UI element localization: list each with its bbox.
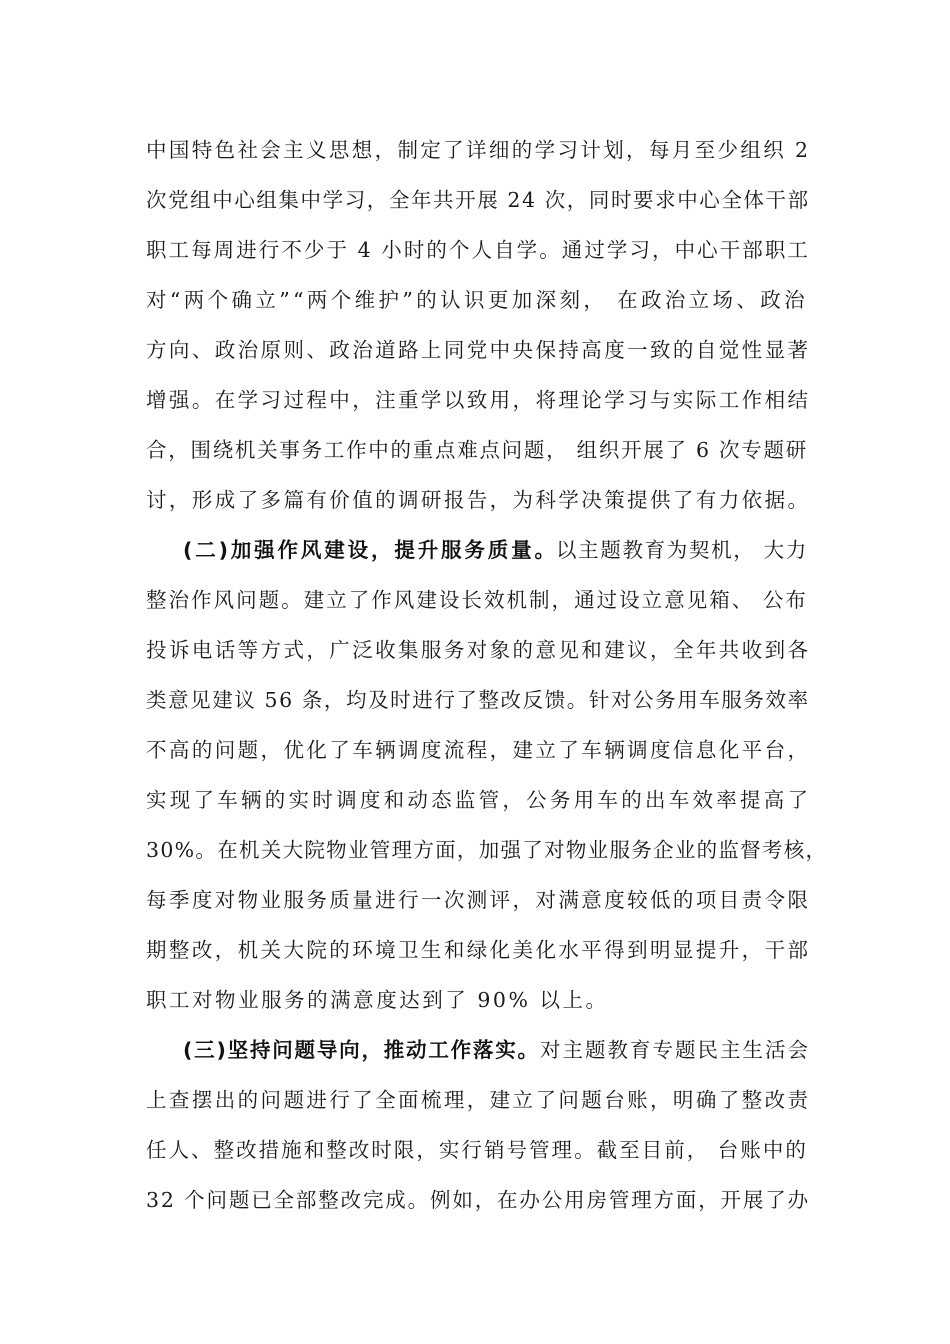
line-text: 对主题教育专题民主生活会 — [540, 1038, 810, 1062]
line-text: 投诉电话等方式，广泛收集服务对象的意见和建议，全年共收到各 — [146, 638, 811, 662]
paragraph-line — [0, 330, 950, 370]
line-text: 以主题教育为契机， 大力 — [556, 538, 808, 562]
paragraph-line — [0, 1080, 950, 1120]
paragraph-line — [0, 630, 950, 670]
paragraph-line — [0, 730, 950, 770]
line-text: 不高的问题，优化了车辆调度流程，建立了车辆调度信息化平台， — [146, 738, 811, 762]
line-text: 32 个问题已全部整改完成。例如，在办公用房管理方面，开展了办 — [146, 1188, 810, 1212]
line-text: 增强。在学习过程中，注重学以致用，将理论学习与实际工作相结 — [146, 388, 811, 412]
paragraph-line — [0, 880, 950, 920]
paragraph-line — [0, 480, 950, 520]
line-text: 中国特色社会主义思想，制定了详细的学习计划，每月至少组织 2 — [146, 138, 811, 162]
line-text: 职工对物业服务的满意度达到了 90% 以上。 — [146, 988, 609, 1012]
paragraph-line — [0, 430, 950, 470]
section-heading: (三)坚持问题导向，推动工作落实。 — [183, 1038, 540, 1062]
paragraph-line — [0, 580, 950, 620]
paragraph-line — [0, 680, 950, 720]
line-text: 上查摆出的问题进行了全面梳理，建立了问题台账，明确了整改责 — [146, 1088, 811, 1112]
section-heading: (二)加强作风建设，提升服务质量。 — [183, 538, 558, 562]
section-first-line — [0, 1030, 950, 1070]
paragraph-line — [0, 380, 950, 420]
line-text: 对“两个确立”“两个维护”的认识更加深刻， 在政治立场、政治 — [146, 288, 809, 312]
line-text: 期整改，机关大院的环境卫生和绿化美化水平得到明显提升，干部 — [146, 938, 811, 962]
line-text: 整治作风问题。建立了作风建设长效机制，通过设立意见箱、 公布 — [146, 588, 808, 612]
paragraph-line — [0, 930, 950, 970]
line-text: 方向、政治原则、政治道路上同党中央保持高度一致的自觉性显著 — [146, 338, 811, 362]
line-text: 每季度对物业服务质量进行一次测评，对满意度较低的项目责令限 — [146, 888, 811, 912]
paragraph-line — [0, 780, 950, 820]
section-first-line — [0, 530, 950, 570]
paragraph-line — [0, 1130, 950, 1170]
paragraph-line — [0, 180, 950, 220]
paragraph-line — [0, 980, 950, 1020]
line-text: 职工每周进行不少于 4 小时的个人自学。通过学习，中心干部职工 — [146, 238, 810, 262]
paragraph-line — [0, 830, 950, 870]
paragraph-line — [0, 280, 950, 320]
paragraph-line — [0, 230, 950, 270]
line-text: 讨，形成了多篇有价值的调研报告，为科学决策提供了有力依据。 — [146, 488, 811, 512]
line-text: 次党组中心组集中学习，全年共开展 24 次，同时要求中心全体干部 — [146, 188, 810, 212]
line-text: 任人、整改措施和整改时限，实行销号管理。截至目前， 台账中的 — [146, 1138, 808, 1162]
line-text: 实现了车辆的实时调度和动态监管，公务用车的出车效率提高了 — [146, 788, 812, 812]
paragraph-line — [0, 1180, 950, 1220]
line-text: 30%。在机关大院物业管理方面，加强了对物业服务企业的监督考核， — [146, 838, 828, 862]
paragraph-line — [0, 130, 950, 170]
line-text: 合，围绕机关事务工作中的重点难点问题， 组织开展了 6 次专题研 — [146, 438, 808, 462]
line-text: 类意见建议 56 条，均及时进行了整改反馈。针对公务用车服务效率 — [146, 688, 810, 712]
